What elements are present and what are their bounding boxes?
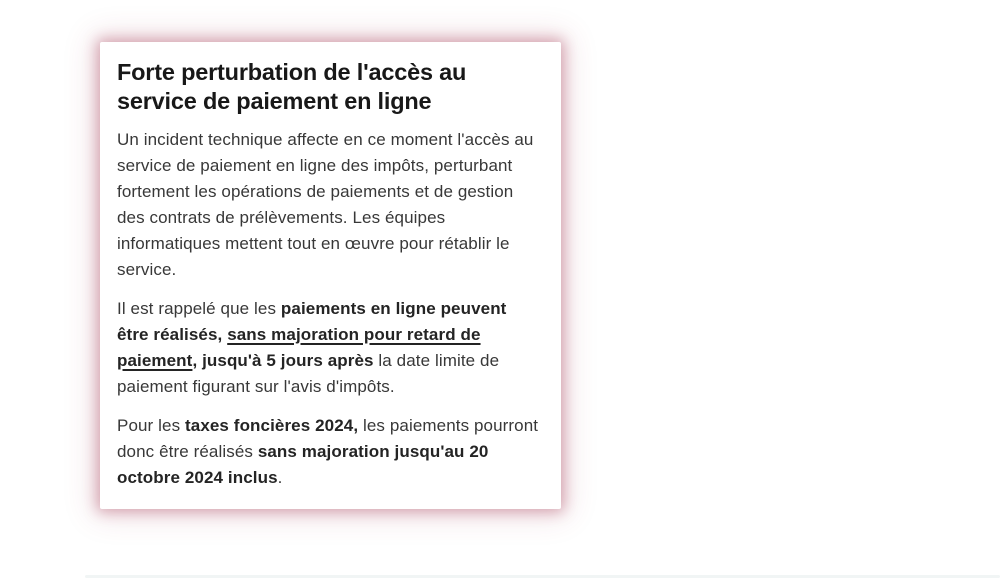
notice-paragraph xyxy=(117,127,541,283)
notice-text-segment: paiements en ligne peuvent être réalisés, xyxy=(117,299,507,344)
notice-text-segment: Il est rappelé que les xyxy=(117,299,281,318)
notice-text-segment: la date limite de paiement figurant sur l'avis d'impôts. xyxy=(117,351,500,396)
notice-body xyxy=(117,127,541,491)
bottom-divider xyxy=(85,575,1000,578)
notice-paragraph xyxy=(117,296,541,400)
notice-paragraph xyxy=(117,413,541,491)
notice-text-segment: sans majoration jusqu'au 20 octobre 2024 inclus xyxy=(117,442,489,487)
notice-text-segment: , jusqu'à 5 jours après xyxy=(192,351,379,370)
notice-text-segment: . xyxy=(277,468,283,487)
notice-text-segment: les paiements pourront donc être réalisés xyxy=(117,416,539,461)
notice-text-segment: sans majoration pour retard de paiement xyxy=(117,325,481,370)
notice-text-segment: taxes foncières 2024, xyxy=(185,416,359,435)
incident-notice-card xyxy=(100,42,561,509)
notice-text-segment: Un incident technique affecte en ce moment l'accès au service de paiement en ligne des impôts, perturbant fortement les opérations de paiements et de gestion des contrats de prélèvements. Les équipes informatiques mettent tout en œuvre pour rétablir le service. xyxy=(117,130,534,279)
notice-title: Forte perturbation de l'accès au service de paiement en ligne xyxy=(117,59,467,114)
notice-text-segment: Pour les xyxy=(117,416,185,435)
